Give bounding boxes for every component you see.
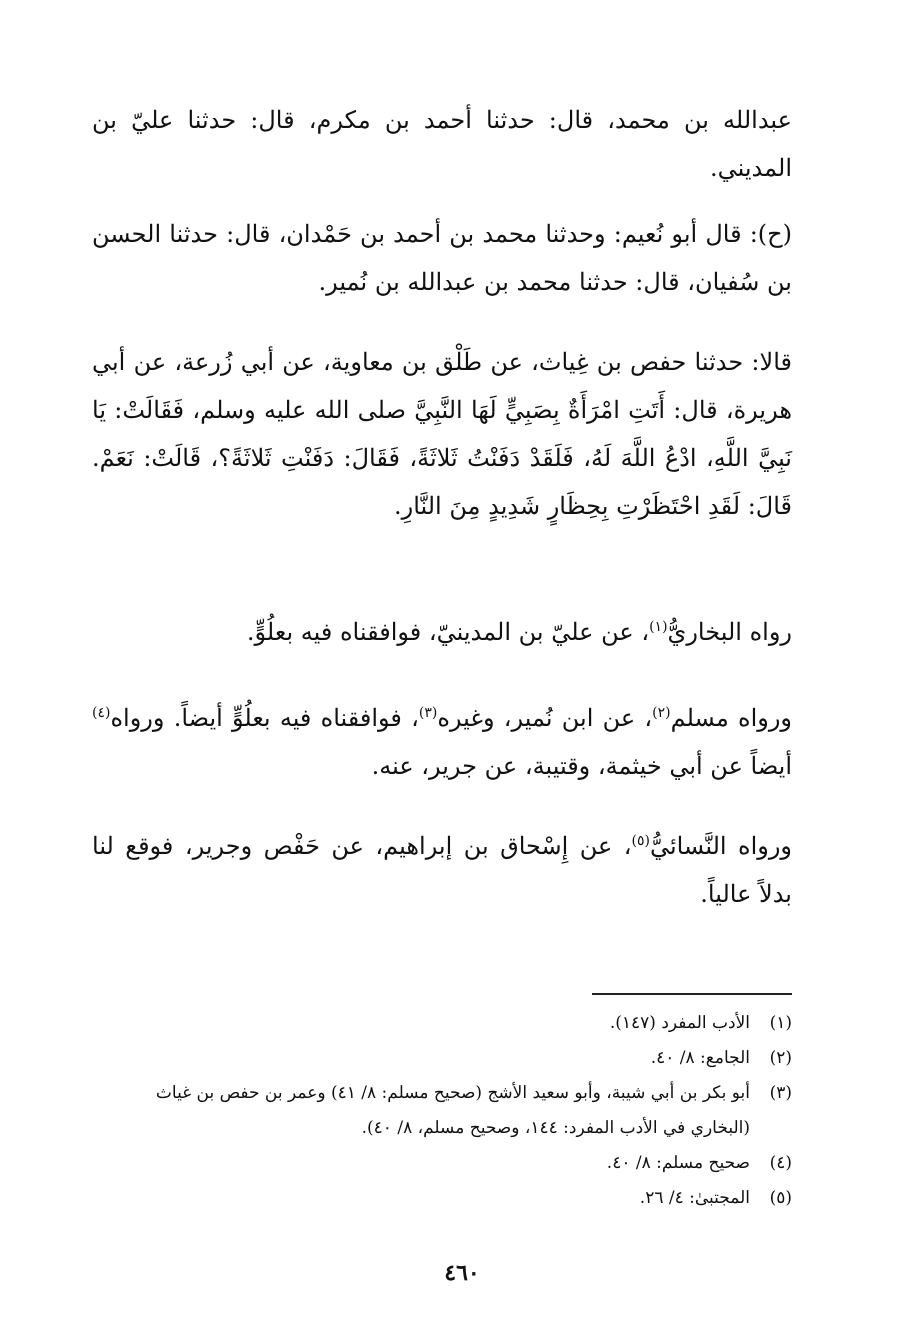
footnote-reference-5[interactable]: (٥): [631, 833, 650, 849]
footnote-item: [92, 1146, 792, 1181]
footnote-separator: [592, 993, 792, 995]
paragraph-text: [92, 694, 792, 790]
footnote-item: [92, 1181, 792, 1216]
footnote-text: صحيح مسلم: ٨/ ٤٠.: [606, 1153, 750, 1173]
footnote-reference-4[interactable]: (٤): [92, 705, 111, 721]
isnad-paragraph-2: [92, 210, 792, 306]
footnote-item: [92, 1076, 792, 1146]
text-segment: ورواه مسلم: [670, 704, 793, 732]
text-segment: ، عن ابن نُمير، وغيره: [437, 704, 653, 732]
hadith-text-paragraph: [92, 338, 792, 530]
footnote-number: (١): [769, 1013, 792, 1033]
footnote-text: المجتبىٰ: ٤/ ٢٦.: [639, 1188, 750, 1208]
footnote-reference-3[interactable]: (٣): [418, 705, 438, 721]
footnote-number: (٤): [769, 1153, 792, 1173]
footnote-item: [92, 1006, 792, 1041]
paragraph-text: (ح): قال أبو نُعيم: وحدثنا محمد بن أحمد بن حَمْدان، قال: حدثنا الحسن بن سُفيان، قال: حدثنا محمد بن عبدالله بن نُمير.: [92, 220, 792, 296]
text-segment: ، عن عليّ بن المدينيّ، فوافقناه فيه بعلُوٍّ.: [246, 618, 650, 646]
paragraph-text: عبدالله بن محمد، قال: حدثنا أحمد بن مكرم، قال: حدثنا عليّ بن المديني.: [92, 106, 792, 182]
text-segment: ، فوافقناه فيه بعلُوٍّ أيضاً. ورواه: [110, 704, 419, 732]
text-segment: ورواه النَّسائيُّ: [649, 832, 793, 860]
footnote-number: (٣): [769, 1083, 792, 1103]
footnote-number: (٢): [769, 1048, 792, 1068]
text-segment: رواه البخاريُّ: [667, 618, 792, 646]
footnote-number: (٥): [769, 1188, 792, 1208]
takhrij-bukhari-paragraph: [92, 608, 792, 656]
paragraph-text: [92, 822, 792, 918]
footnote-text: أبو بكر بن أبي شيبة، وأبو سعيد الأشج (صحيح مسلم: ٨/ ٤١) وعمر بن حفص بن غياث (البخاري في الأدب المفرد: ١٤٤، وصحيح مسلم، ٨/ ٤٠).: [155, 1083, 750, 1138]
footnote-item: [92, 1041, 792, 1076]
footnote-reference-1[interactable]: (١): [649, 619, 668, 635]
footnote-text: الجامع: ٨/ ٤٠.: [650, 1048, 750, 1068]
text-segment: أيضاً عن أبي خيثمة، وقتيبة، عن جرير، عنه.: [371, 752, 792, 780]
page-number: ٤٦٠: [444, 1260, 480, 1286]
footnote-reference-2[interactable]: (٢): [652, 705, 671, 721]
takhrij-muslim-paragraph: [92, 694, 792, 790]
paragraph-text: [92, 608, 792, 656]
takhrij-nasai-paragraph: [92, 822, 792, 918]
footnote-text: الأدب المفرد (١٤٧).: [609, 1013, 750, 1033]
isnad-paragraph-1: [92, 96, 792, 192]
paragraph-text: قالا: حدثنا حفص بن غِياث، عن طَلْق بن معاوية، عن أبي زُرعة، عن أبي هريرة، قال: أَتَتِ امْرَأَةٌ بِصَبِيٍّ لَهَا النَّبِيَّ صلى الله عليه وسلم، فَقَالَتْ: يَا نَبِيَّ اللَّهِ، ادْعُ اللَّهَ لَهُ، فَلَقَدْ دَفَنْتُ ثَلاثَةً، فَقَالَ: دَفَنْتِ ثَلاثَةً؟، قَالَتْ: نَعَمْ. قَالَ: لَقَدِ احْتَظَرْتِ بِحِظَارٍ شَدِيدٍ مِنَ النَّارِ.: [92, 348, 792, 520]
text-segment: ، عن إِسْحاق بن إبراهيم، عن حَفْص وجرير، فوقع لنا بدلاً عالياً.: [92, 832, 792, 908]
footnotes: [92, 1006, 792, 1216]
